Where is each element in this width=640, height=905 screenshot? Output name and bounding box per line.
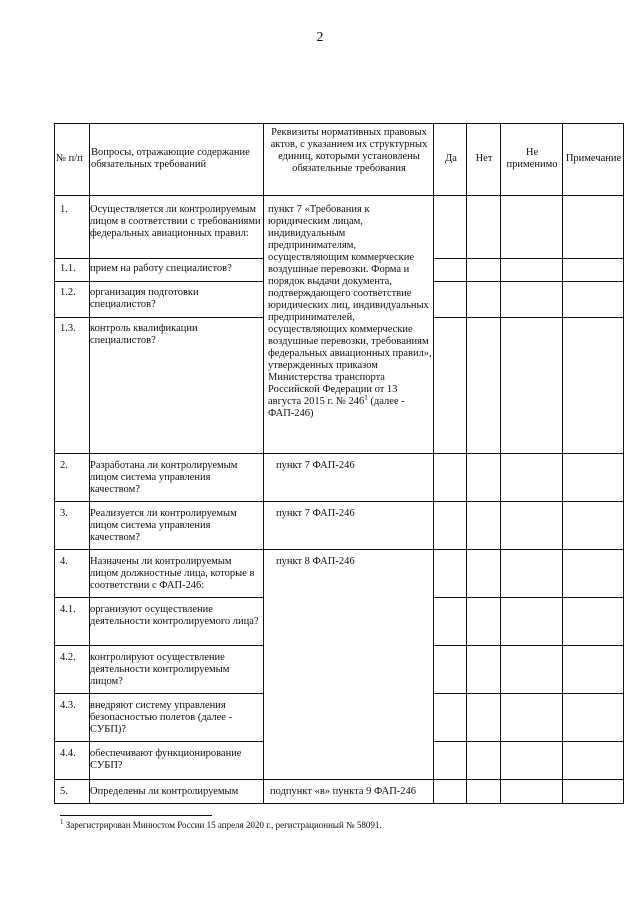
row-divider bbox=[433, 741, 624, 742]
table-border-right bbox=[623, 123, 624, 804]
table-border-bottom bbox=[54, 803, 624, 804]
header-divider bbox=[54, 195, 624, 196]
row-divider bbox=[54, 779, 624, 780]
header-yes: Да bbox=[445, 153, 457, 164]
column-divider bbox=[500, 123, 501, 804]
row-5-number: 5. bbox=[60, 786, 68, 797]
row-4-1-number: 4.1. bbox=[60, 604, 76, 615]
row-divider bbox=[54, 501, 624, 502]
row-divider bbox=[54, 317, 264, 318]
row-divider bbox=[54, 453, 624, 454]
row-2-number: 2. bbox=[60, 460, 68, 471]
row-4-3-question: внедряют систему управления безопасностью полетов (далее - СУБП)? bbox=[90, 700, 233, 735]
header-note: Примечание bbox=[565, 153, 622, 164]
row-4-number: 4. bbox=[60, 556, 68, 567]
row-1-question: Осуществляется ли контролируемым лицом в соответствии с требованиями федеральных авиационных правил: bbox=[90, 204, 261, 239]
row-4-1-question: организуют осуществление деятельности контролируемого лица? bbox=[90, 604, 259, 627]
row-4-4-question: обеспечивают функционирование СУБП? bbox=[90, 748, 242, 771]
row-1-3-question: контроль квалификации специалистов? bbox=[90, 323, 198, 346]
column-divider bbox=[263, 123, 264, 804]
row-1-3-number: 1.3. bbox=[60, 323, 76, 334]
row-4-requisites: пункт 8 ФАП-246 bbox=[276, 556, 355, 567]
row-4-2-question: контролируют осуществление деятельности контролируемым лицом? bbox=[90, 652, 230, 687]
row-3-number: 3. bbox=[60, 508, 68, 519]
row-1-2-question: организация подготовки специалистов? bbox=[90, 287, 199, 310]
header-requisites: Реквизиты нормативных правовых актов, с указанием их структурных единиц, которыми установлены обязательные требования bbox=[270, 127, 428, 174]
footnote: $^1$ Зарегистрирован Минюстом России 15 апреля 2020 г., регистрационный № 58091. bbox=[60, 818, 382, 830]
footnote-divider bbox=[60, 815, 212, 816]
row-divider bbox=[54, 281, 264, 282]
row-4-3-number: 4.3. bbox=[60, 700, 76, 711]
column-divider bbox=[89, 123, 90, 804]
row-2-question: Разработана ли контролируемым лицом система управления качеством? bbox=[90, 460, 238, 495]
header-number: № п/п bbox=[56, 153, 83, 164]
row-1-requisites: пункт 7 «Требования к юридическим лицам, индивидуальным предпринимателям, осуществляющим коммерческие воздушные перевозки. Форма и порядок выдачи документа, подтверждающего соответствие юридических лиц, индивидуальных предпринимателей, осуществляющих коммерческие воздушные перевозки, требованиям федеральных авиационных правил», утвержденных приказом Министерства транспорта Российской Федерации от 13 августа 2015 г. № $246^1$ (далее - ФАП-246) bbox=[268, 204, 432, 419]
row-divider bbox=[433, 281, 624, 282]
header-no: Нет bbox=[475, 153, 493, 164]
row-1-2-number: 1.2. bbox=[60, 287, 76, 298]
header-not-applicable: Не применимо bbox=[506, 147, 558, 170]
row-divider bbox=[433, 645, 624, 646]
table-border-left bbox=[54, 123, 55, 804]
column-divider bbox=[433, 123, 434, 804]
table-border-top bbox=[54, 123, 624, 124]
page-number: 2 bbox=[316, 30, 324, 45]
row-divider bbox=[54, 645, 264, 646]
row-4-4-number: 4.4. bbox=[60, 748, 76, 759]
row-4-2-number: 4.2. bbox=[60, 652, 76, 663]
row-divider bbox=[433, 597, 624, 598]
column-divider bbox=[562, 123, 563, 804]
row-1-number: 1. bbox=[60, 204, 68, 215]
row-1-1-question: прием на работу специалистов? bbox=[90, 263, 232, 274]
row-1-1-number: 1.1. bbox=[60, 263, 76, 274]
row-divider bbox=[54, 741, 264, 742]
row-3-question: Реализуется ли контролируемым лицом система управления качеством? bbox=[90, 508, 237, 543]
requirements-table bbox=[54, 123, 624, 804]
row-5-requisites: подпункт «в» пункта 9 ФАП-246 bbox=[270, 786, 417, 797]
row-divider bbox=[433, 317, 624, 318]
row-5-question: Определены ли контролируемым bbox=[90, 786, 239, 797]
row-divider bbox=[54, 549, 624, 550]
row-divider bbox=[54, 258, 264, 259]
column-divider bbox=[466, 123, 467, 804]
row-divider bbox=[433, 693, 624, 694]
row-2-requisites: пункт 7 ФАП-246 bbox=[276, 460, 355, 471]
row-4-question: Назначены ли контролируемым лицом должностные лица, которые в соответствии с ФАП-246: bbox=[90, 556, 255, 591]
row-divider bbox=[54, 693, 264, 694]
header-question: Вопросы, отражающие содержание обязательных требований bbox=[91, 147, 250, 170]
row-3-requisites: пункт 7 ФАП-246 bbox=[276, 508, 355, 519]
row-divider bbox=[54, 597, 264, 598]
row-divider bbox=[433, 258, 624, 259]
